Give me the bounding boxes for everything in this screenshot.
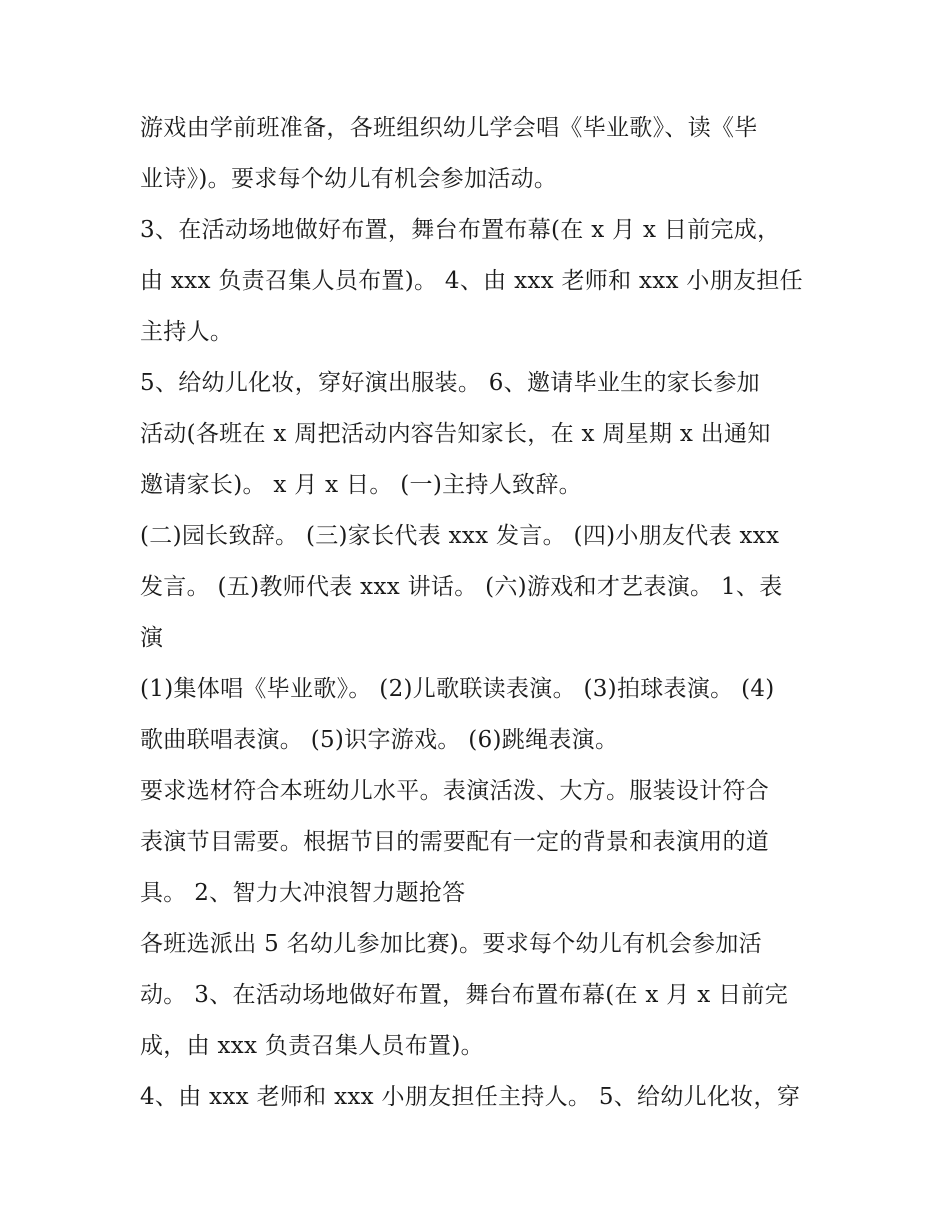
text-line: 主持人。 — [140, 319, 234, 345]
text-line: 3、在活动场地做好布置，舞台布置布幕(在 x 月 x 日前完成， — [140, 217, 781, 243]
text-line: 要求选材符合本班幼儿水平。表演活泼、大方。服装设计符合 — [140, 778, 770, 804]
text-line: 动。 3、在活动场地做好布置，舞台布置布幕(在 x 月 x 日前完 — [140, 982, 789, 1008]
text-line: 游戏由学前班准备，各班组织幼儿学会唱《毕业歌》、读《毕 — [140, 115, 758, 141]
text-line: 发言。 (五)教师代表 xxx 讲话。 (六)游戏和才艺表演。 1、表 — [140, 574, 783, 600]
text-line: (1)集体唱《毕业歌》。 (2)儿歌联读表演。 (3)拍球表演。 (4) — [140, 676, 775, 702]
text-line: (二)园长致辞。 (三)家长代表 xxx 发言。 (四)小朋友代表 xxx — [140, 523, 780, 549]
document-body — [140, 103, 820, 1123]
text-line: 具。 2、智力大冲浪智力题抢答 — [140, 880, 466, 906]
text-line: 歌曲联唱表演。 (5)识字游戏。 (6)跳绳表演。 — [140, 727, 619, 753]
text-line: 成，由 xxx 负责召集人员布置)。 — [140, 1033, 484, 1059]
text-line: 由 xxx 负责召集人员布置)。 4、由 xxx 老师和 xxx 小朋友担任 — [140, 268, 803, 294]
text-line: 演 — [140, 625, 164, 651]
text-line: 业诗》)。要求每个幼儿有机会参加活动。 — [140, 166, 558, 192]
text-line: 各班选派出 5 名幼儿参加比赛)。要求每个幼儿有机会参加活 — [140, 931, 762, 957]
text-line: 表演节目需要。根据节目的需要配有一定的背景和表演用的道 — [140, 829, 770, 855]
text-line: 邀请家长)。 x 月 x 日。 (一)主持人致辞。 — [140, 472, 582, 498]
text-line: 4、由 xxx 老师和 xxx 小朋友担任主持人。 5、给幼儿化妆，穿 — [140, 1084, 801, 1110]
text-line: 5、给幼儿化妆，穿好演出服装。 6、邀请毕业生的家长参加 — [140, 370, 760, 396]
text-line: 活动(各班在 x 周把活动内容告知家长，在 x 周星期 x 出通知 — [140, 421, 771, 447]
